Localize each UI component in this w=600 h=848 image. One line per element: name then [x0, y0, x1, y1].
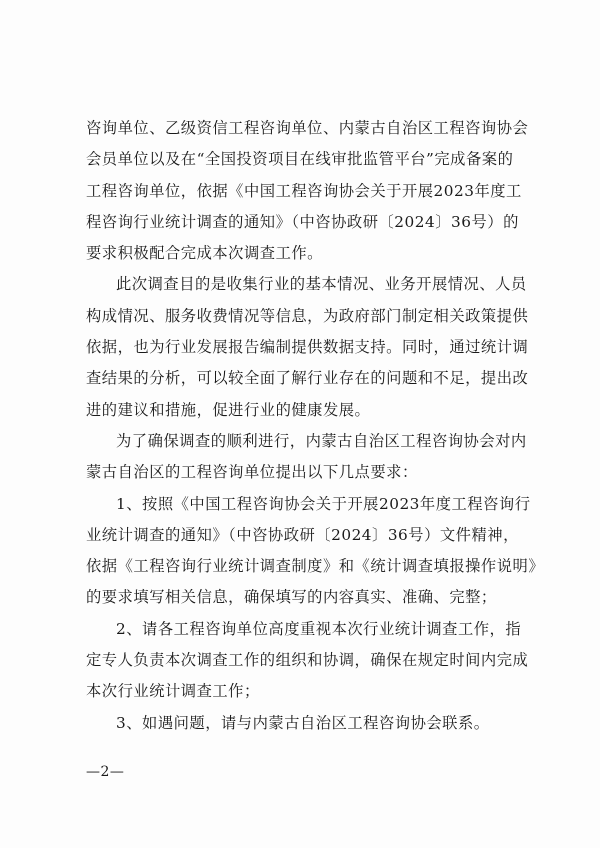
paragraph-first-line: 为了确保调查的顺利进行，内蒙古自治区工程咨询协会对内 [116, 431, 527, 450]
text-line: 进的建议和措施，促进行业的健康发展。 [86, 400, 371, 419]
text-line: 会员单位以及在“全国投资项目在线审批监管平台”完成备案的 [86, 150, 514, 169]
text-line: 依据，也为行业发展报告编制提供数据支持。同时，通过统计调 [86, 338, 529, 357]
text-line: 查结果的分析，可以较全面了解行业存在的问题和不足，提出改 [86, 369, 529, 388]
text-line: 定专人负责本次调查工作的组织和协调，确保在规定时间内完成 [86, 651, 529, 670]
text-line: 工程咨询单位，依据《中国工程咨询协会关于开展2023年度工 [86, 181, 522, 200]
text-line: 蒙古自治区的工程咨询单位提出以下几点要求： [86, 463, 418, 482]
page-number: —2— [86, 764, 125, 780]
document-body [86, 113, 556, 739]
text-line: 咨询单位、乙级资信工程咨询单位、内蒙古自治区工程咨询协会 [86, 119, 529, 137]
paragraph-first-line: 此次调查目的是收集行业的基本情况、业务开展情况、人员 [116, 275, 527, 294]
text-line: 的要求填写相关信息，确保填写的内容真实、准确、完整； [86, 588, 497, 607]
text-line: 程咨询行业统计调查的通知》（中咨协政研〔2024〕36号）的 [86, 212, 519, 231]
text-line: 要求积极配合完成本次调查工作。 [86, 244, 323, 263]
paragraph-first-line: 3、如遇问题，请与内蒙古自治区工程咨询协会联系。 [116, 713, 490, 732]
text-line: 业统计调查的通知》（中咨协政研〔2024〕36号）文件精神， [86, 525, 519, 544]
text-line: 构成情况、服务收费情况等信息，为政府部门制定相关政策提供 [86, 306, 529, 325]
text-line: 依据《工程咨询行业统计调查制度》和《统计调查填报操作说明》 [86, 557, 545, 576]
paragraph-first-line: 1、按照《中国工程咨询协会关于开展2023年度工程咨询行 [116, 494, 531, 513]
text-line: 本次行业统计调查工作； [86, 682, 260, 701]
paragraph-first-line: 2、请各工程咨询单位高度重视本次行业统计调查工作，指 [116, 619, 522, 638]
